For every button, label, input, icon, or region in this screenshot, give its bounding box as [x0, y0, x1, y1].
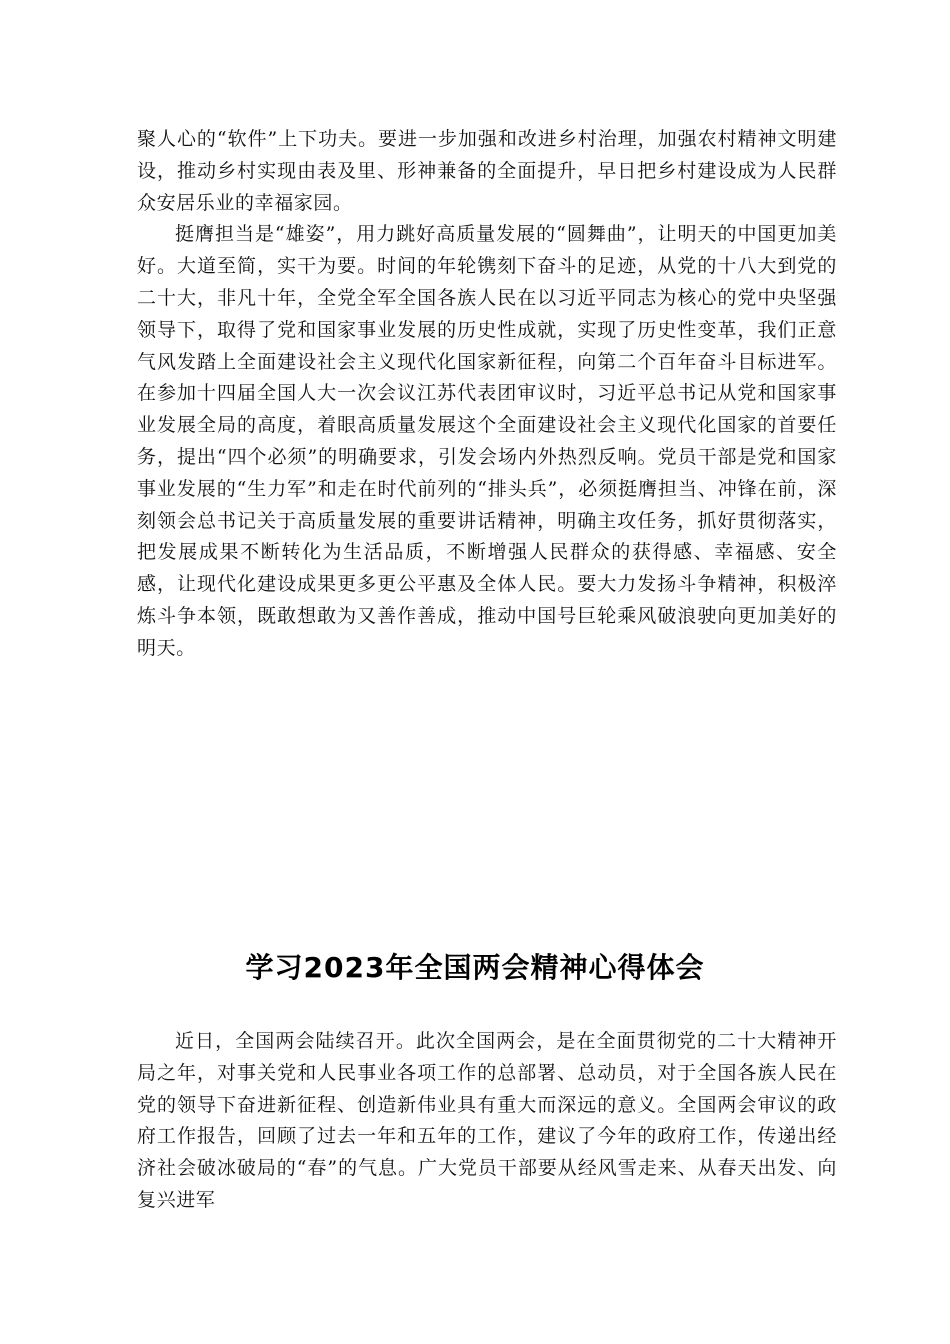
article-title: 学习2023年全国两会精神心得体会 [245, 951, 705, 984]
article-body [137, 1026, 837, 1217]
previous-article-continuation [137, 124, 837, 665]
body-paragraph: 挺膺担当是“雄姿”，用力跳好高质量发展的“圆舞曲”，让明天的中国更加美好。大道至简，实干为要。时间的年轮镌刻下奋斗的足迹，从党的十八大到党的二十大，非凡十年，全党全军全国各族人民在以习近平同志为核心的党中央坚强领导下，取得了党和国家事业发展的历史性成就，实现了历史性变革，我们正意气风发踏上全面建设社会主义现代化国家新征程，向第二个百年奋斗目标进军。在参加十四届全国人大一次会议江苏代表团审议时，习近平总书记从党和国家事业发展全局的高度，着眼高质量发展这个全面建设社会主义现代化国家的首要任务，提出“四个必须”的明确要求，引发会场内外热烈反响。党员干部是党和国家事业发展的“生力军”和走在时代前列的“排头兵”，必须挺膺担当、冲锋在前，深刻领会总书记关于高质量发展的重要讲话精神，明确主攻任务，抓好贯彻落实，把发展成果不断转化为生活品质，不断增强人民群众的获得感、幸福感、安全感，让现代化建设成果更多更公平惠及全体人民。要大力发扬斗争精神，积极淬炼斗争本领，既敢想敢为又善作善成，推动中国号巨轮乘风破浪驶向更加美好的明天。 [137, 223, 837, 659]
body-paragraph: 聚人心的“软件”上下功夫。要进一步加强和改进乡村治理，加强农村精神文明建设，推动乡村实现由表及里、形神兼备的全面提升，早日把乡村建设成为人民群众安居乐业的幸福家园。 [137, 128, 837, 214]
body-paragraph: 近日，全国两会陆续召开。此次全国两会，是在全面贯彻党的二十大精神开局之年，对事关党和人民事业各项工作的总部署、总动员，对于全国各族人民在党的领导下奋进新征程、创造新伟业具有重大而深远的意义。全国两会审议的政府工作报告，回顾了过去一年和五年的工作，建议了今年的政府工作，传递出经济社会破冰破局的“春”的气息。广大党员干部要从经风雪走来、从春天出发、向复兴进军 [137, 1030, 837, 1211]
